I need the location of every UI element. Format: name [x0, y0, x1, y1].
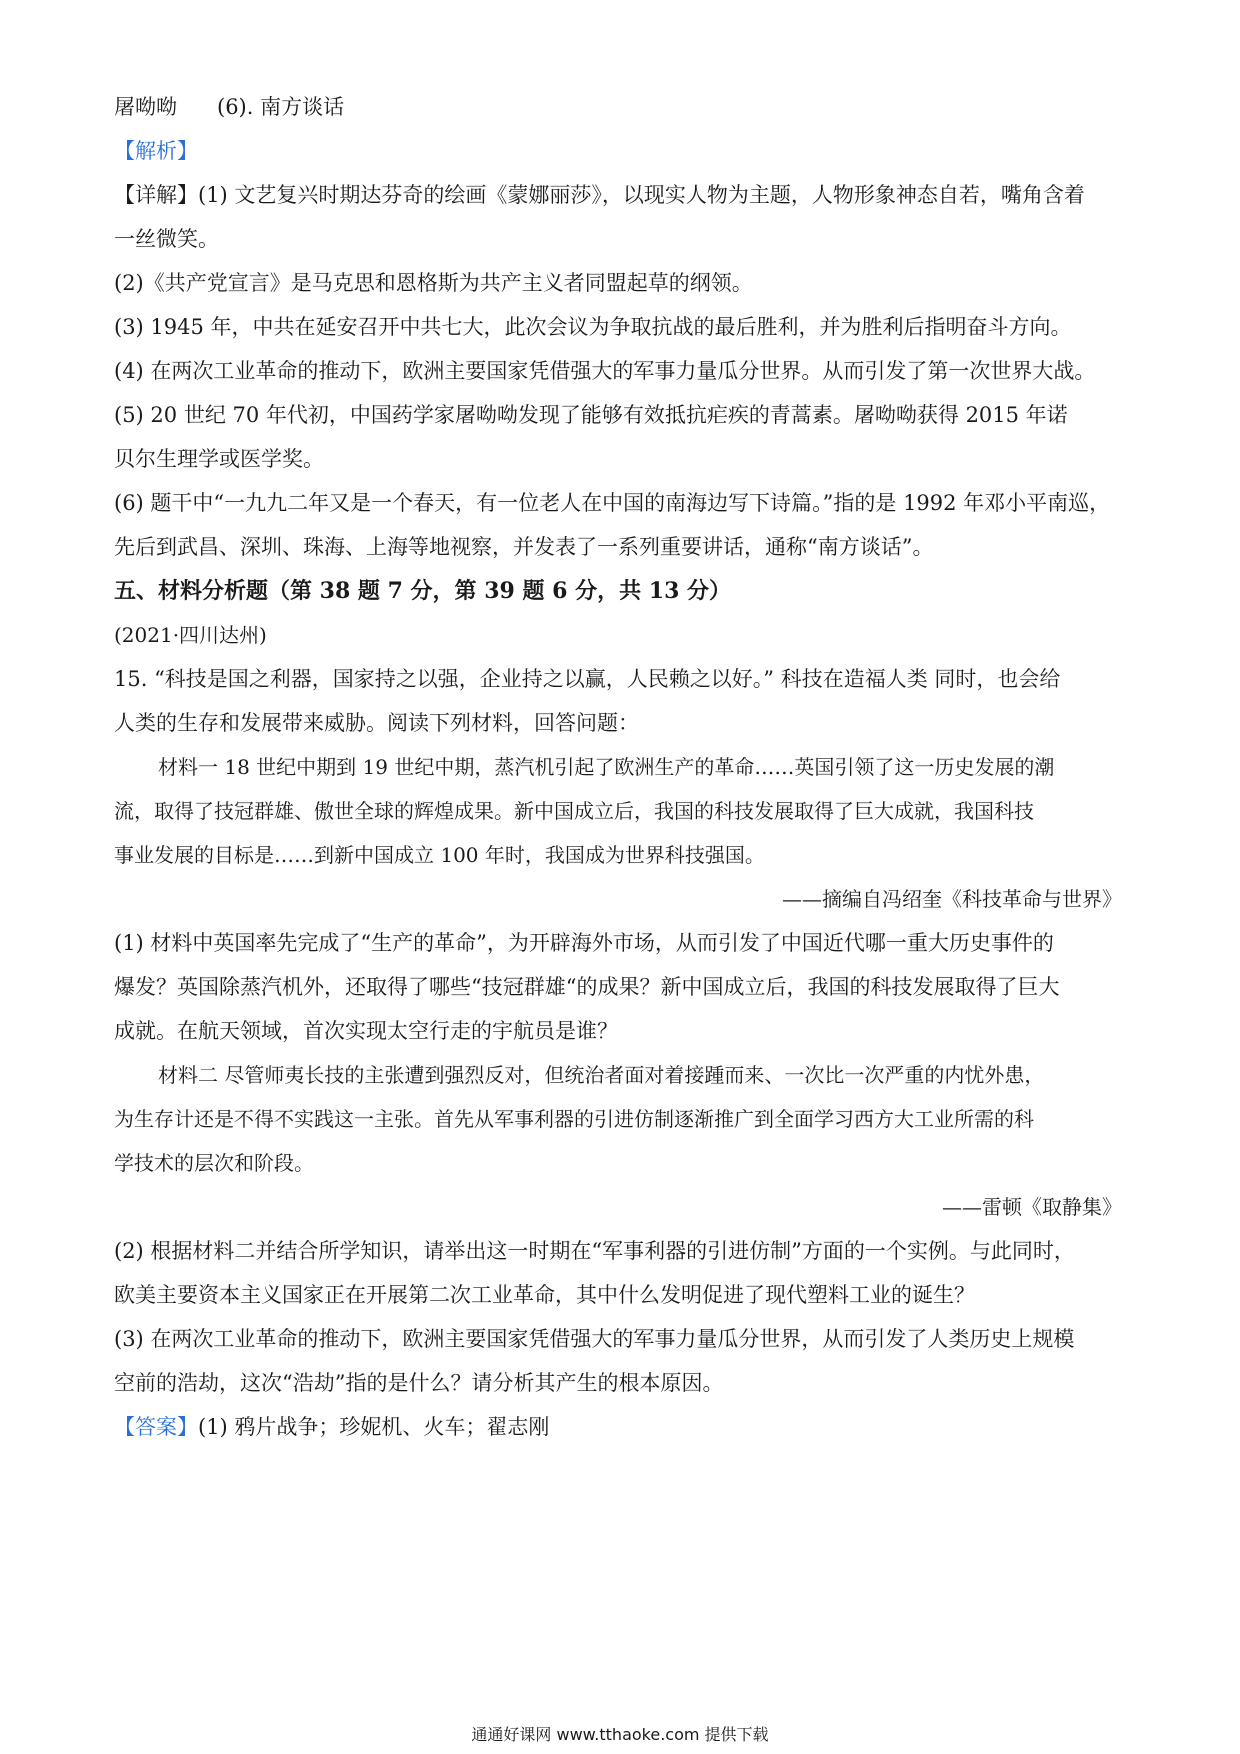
material1-a: 材料一 18 世纪中期到 19 世纪中期，蒸汽机引起了欧洲生产的革命……英国引领了这一历史发展的潮 — [158, 755, 1055, 779]
question-stem-a: 15. “科技是国之利器，国家持之以强，企业持之以赢，人民赖之以好。” 科技在造福人类 同时，也会给 — [114, 667, 1061, 691]
detail-p2: (2)《共产党宣言》是马克思和恩格斯为共产主义者同盟起草的纲领。 — [114, 271, 753, 295]
answer-line — [114, 1412, 549, 1442]
q2-a: (2) 根据材料二并结合所学知识，请举出这一时期在“军事利器的引进仿制”方面的一个实例。与此同时， — [114, 1239, 1075, 1263]
material1-c: 事业发展的目标是……到新中国成立 100 年时，我国成为世界科技强国。 — [114, 843, 765, 867]
detail-p1a: 【详解】(1) 文艺复兴时期达芬奇的绘画《蒙娜丽莎》，以现实人物为主题，人物形象神态自若，嘴角含着 — [114, 183, 1085, 207]
q3-b: 空前的浩劫，这次“浩劫”指的是什么？请分析其产生的根本原因。 — [114, 1371, 724, 1395]
material2-source: ——雷顿《取静集》 — [942, 1195, 1122, 1219]
q3-a: (3) 在两次工业革命的推动下，欧洲主要国家凭借强大的军事力量瓜分世界，从而引发了人类历史上规模 — [114, 1327, 1075, 1351]
answer-part5: 屠呦呦 — [114, 95, 177, 119]
detail-p6a: (6) 题干中“一九九二年又是一个春天，有一位老人在中国的南海边写下诗篇。”指的是 1992 年邓小平南巡， — [114, 491, 1111, 515]
answer-part6: (6). 南方谈话 — [217, 95, 345, 119]
q1-b: 爆发？英国除蒸汽机外，还取得了哪些“技冠群雄“的成果？新中国成立后，我国的科技发展取得了巨大 — [114, 975, 1060, 999]
detail-p6b: 先后到武昌、深圳、珠海、上海等地视察，并发表了一系列重要讲话，通称“南方谈话”。 — [114, 535, 934, 559]
material2-a: 材料二 尽管师夷长技的主张遭到强烈反对，但统治者面对着接踵而来、一次比一次严重的内忧外患， — [158, 1063, 1045, 1087]
detail-p4: (4) 在两次工业革命的推动下，欧洲主要国家凭借强大的军事力量瓜分世界。从而引发了第一次世界大战。 — [114, 359, 1096, 383]
q1-a: (1) 材料中英国率先完成了“生产的革命”，为开辟海外市场，从而引发了中国近代哪一重大历史事件的 — [114, 931, 1054, 955]
answer-tag: 【答案】 — [114, 1415, 198, 1439]
previous-answer-line — [114, 92, 344, 122]
detail-p3: (3) 1945 年，中共在延安召开中共七大，此次会议为争取抗战的最后胜利，并为胜利后指明奋斗方向。 — [114, 315, 1072, 339]
q1-c: 成就。在航天领域，首次实现太空行走的宇航员是谁？ — [114, 1019, 618, 1043]
material1-source: ——摘编自冯绍奎《科技革命与世界》 — [782, 887, 1122, 911]
detail-tag: 【详解】 — [114, 183, 198, 207]
detail-p5b: 贝尔生理学或医学奖。 — [114, 447, 324, 471]
section-title: 五、材料分析题（第 38 题 7 分，第 39 题 6 分，共 13 分） — [114, 578, 732, 604]
detail-p5a: (5) 20 世纪 70 年代初，中国药学家屠呦呦发现了能够有效抵抗疟疾的青蒿素。屠呦呦获得 2015 年诺 — [114, 403, 1068, 427]
material2-c: 学技术的层次和阶段。 — [114, 1151, 314, 1175]
question-stem-b: 人类的生存和发展带来威胁。阅读下列材料，回答问题： — [114, 711, 639, 735]
footer-watermark: 通通好课网 www.tthaoke.com 提供下载 — [471, 1725, 769, 1744]
material2-b: 为生存计还是不得不实践这一主张。首先从军事利器的引进仿制逐渐推广到全面学习西方大工业所需的科 — [114, 1107, 1034, 1131]
material1-b: 流，取得了技冠群雄、傲世全球的辉煌成果。新中国成立后，我国的科技发展取得了巨大成就，我国科技 — [114, 799, 1034, 823]
q2-b: 欧美主要资本主义国家正在开展第二次工业革命，其中什么发明促进了现代塑料工业的诞生？ — [114, 1283, 975, 1307]
question-source: (2021·四川达州) — [114, 623, 267, 647]
answer-text: (1) 鸦片战争；珍妮机、火车；翟志刚 — [198, 1415, 550, 1439]
analysis-tag: 【解析】 — [114, 139, 198, 163]
detail-p1b: 一丝微笑。 — [114, 227, 219, 251]
